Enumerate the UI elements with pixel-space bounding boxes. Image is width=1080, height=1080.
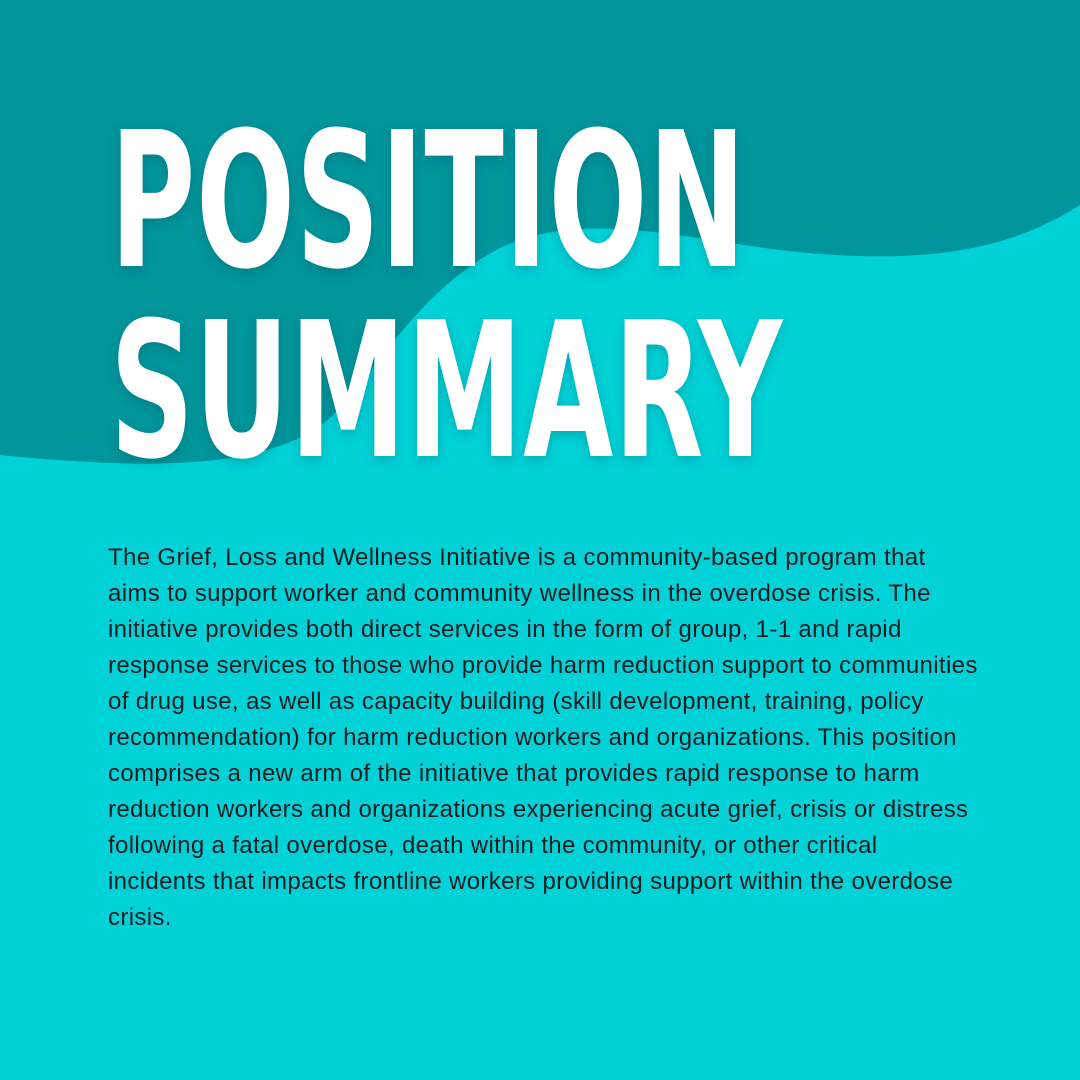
position-summary-paragraph: The Grief, Loss and Wellness Initiative is a community-based program that aims to support worker and community wellness in the overdose crisis. The initiative provides both direct services in the form of group, 1-1 and rapid response services to those who provide harm reduction support to communities of drug use, as well as capacity building (skill development, training, policy recommendation) for harm reduction workers and organizations. This position comprises a new arm of the initiative that provides rapid response to harm reduction workers and organizations experiencing acute grief, crisis or distress following a fatal overdose, death within the community, or other critical incidents that impacts frontline workers providing support within the overdose crisis. [108,544,978,931]
page-title [110,92,1080,501]
title-line-summary: SUMMARY [110,282,783,501]
title-line-position: POSITION [110,92,747,311]
